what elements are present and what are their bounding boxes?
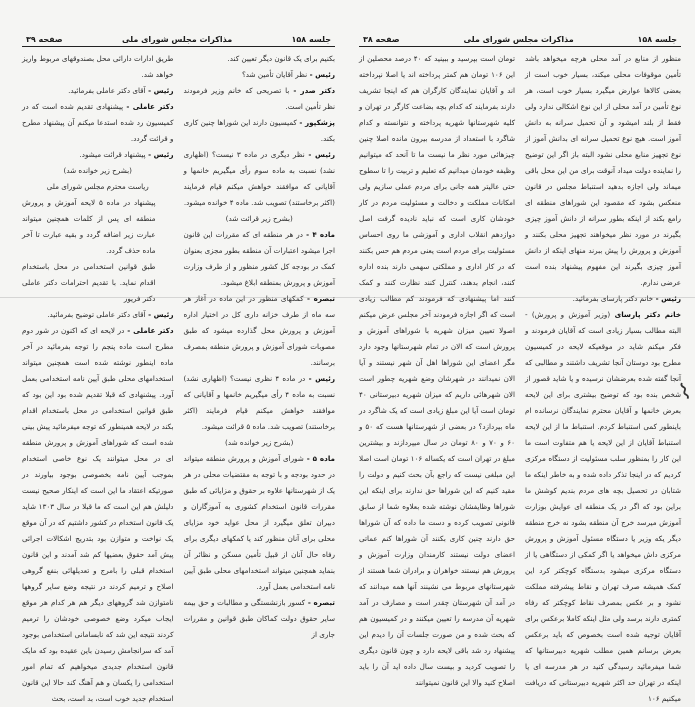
paragraph-text: کمیسیون دارند این شوراها چنین کاری بکند. — [183, 118, 335, 143]
text-paragraph — [359, 51, 515, 691]
speech-paragraph — [184, 371, 336, 435]
speech-paragraph — [184, 67, 336, 83]
speaker-name: رئیس - — [307, 70, 335, 79]
speaker-name: رئیس - — [305, 374, 335, 383]
speaker-name: رئیس - — [145, 86, 174, 95]
paragraph-text: کسور بازنشستگی و مطالبات و حق بیمه سایر حقوق دولت کماکان طبق قوانین و مقررات جاری از — [183, 598, 335, 639]
paragraph-text: تومان است بپرسید و ببینید که ۴۰ درصد محصلین از این ۱۰۶ تومان هم کمتر پرداخته اند یا اصلا نپرداخته اند و آقایان نمایندگان کارگران هم که اینجا تشریف دارند بفرمایند که کدام بچه بضاعت کارگر در تهران و کلیه شهرستانها شهریه پرداخته و نتوانسته و کدام شاگرد با استعداد از مدرسه بیرون مانده اصلا چنین چیزهائی مورد نظر ما نیست ما تا آنحد که میتوانیم وظیفه خودمان میدانیم که تعلیم و تربیت را تا سطوح حتی عالیتر همه جانی برای مردم عملی سازیم ولی امکانات مملکت و دخالت و مسئولیت مردم در کار خودشان کاری است که نباید نادیده گرفت اصل دوازدهم انقلاب اداری و آموزشی ما روی احساس مسئولیت برای مردم است یعنی مردم هم حس بکنند که در کار اداری و مملکتی سهمی دارند بنده اداره کنند، انجام بدهند، کنترل کنند نظارت کنند و کمک کنند اما پیشنهادی که فرمودند کم مطالب زیادی است که اگر اجازه فرمودند آخر مجلس عرض میکنم اصولا تعیین میزان شهریه با شوراهای آموزش و پرورش است که الان در تمام شهرستانها وجود دارد مگر اعضای این شوراها اهل آن شهر نیستند و آیا الان نمیدانند در شهرشان وضع شهریه چطور است الان شهرهائی داریم که میزان شهریه دبیرستانی ۴۰ تومان است آیا این مبلغ زیادی است که یک شاگرد در ماه بپردازد؟ در بعضی از شهرستانها هست که ۵۰ و ۶۰ و ۷۰ و ۸۰ تومان در سال میپردازند و بیشترین مبلغ در تهران است که یکساله ۱۰۶ تومان است اصلا این مبلغی نیست که راجع بآن بحث کنیم و دولت را مقید کنیم که این شوراها حق ندارند برای اینکه این شوراها وظایفشان نوشته شده بعلاوه شما از سابق قانونی تصویب کرده و دست ما داده که آن شوراها حق دارند چنین کاری بکنند آن شوراها کنم عماتی اعضای دولت نیستند کارمندان وزارت آموزش و پرورش هم نیستند خواهران و برادران شما هستند از شهرستانهای مربوط می نشینند آنها همه میدانند که در آمد آن شهرستان چقدر است و مصارف در آمد شهریه آن مدرسه را تعیین میکنند و در کمیسیون هم که بحث شده و من صورت جلسات آن را دیدم این پیشنهاد رد شد باقی لایحه دارد و چون قانون دیگری را تصویب کردید و بیست سال داده اید آن را باید اصلاح کنید والا این قانون نمیتوانند — [359, 54, 516, 687]
paragraph-text: (بشرح زیر خوانده شد) — [225, 438, 294, 447]
speaker-name: رئیس - — [145, 310, 174, 319]
paragraph-text: شورای آموزش و پرورش منطقه میتواند در حدود بودجه و با توجه به مقتضیات محلی در هر یک از شهرستانها علاوه بر حقوق و مزایائی که طبق مقررات قانون استخدام کشوری به آموزگاران و دبیران تعلق میگیرد از محل عواید خود مزایای محلی برای آنان منظور کند یا کمکهای دیگری برای رفاه حال آنان از قبیل تأمین مسکن و نظائر آن بنماید همچنین میتواند استخدامهای محلی طبق آیین نامه استخدامی بعمل آورد. — [183, 454, 335, 591]
paragraph-text: بکنیم برای یک قانون دیگر تعیین کند. — [227, 54, 335, 63]
right-page-header — [359, 30, 681, 47]
page-number: صفحه ۳۸ — [363, 35, 400, 44]
paragraph-text: خانم دکتر پارسای بفرمائید. — [572, 294, 654, 303]
speaker-name: ماده ۴ - — [302, 230, 335, 239]
scan-artifact-line — [0, 297, 695, 298]
speech-paragraph — [184, 595, 336, 643]
text-paragraph — [22, 195, 174, 259]
speech-paragraph — [184, 147, 336, 211]
paragraph-text: با تصریحی که خانم وزیر فرمودند نظر تأمین است. — [183, 86, 335, 111]
speech-paragraph — [22, 307, 174, 323]
speaker-name: دکتر عاملی - — [124, 326, 174, 335]
paragraph-text: در ماده ۴ نظری نیست؟ (اظهاری نشد) نسبت به ماده ۴ رأی میگیریم خانمها و آقایانی که موافقند خواهش میکنم قیام فرمایند (اکثر برخاستند) تصویب شد. ماده ۵ قرائت میشود. — [183, 374, 335, 431]
text-paragraph — [22, 179, 174, 195]
speech-paragraph — [22, 99, 174, 147]
paragraph-text: پیشنهاد قرائت میشود. — [79, 150, 146, 159]
paragraph-text: (بشرح زیر خوانده شد) — [63, 166, 132, 175]
left-page-right-column — [184, 51, 336, 707]
publication-title: مذاکرات مجلس شورای ملی — [121, 35, 233, 44]
paragraph-text: پیشنهادی تقدیم شده است که در کمیسیون رد شده استدعا میکنم آن پیشنهاد مطرح و قرائت گردد. — [22, 102, 174, 143]
speaker-name: پزشکپور - — [296, 118, 336, 127]
speech-paragraph — [525, 307, 681, 707]
paragraph-text: پیشنهاد در ماده ۵ لایحه آموزش و پرورش منطقه ای پس از کلمات همچنین میتواند عبارت زیر اضافه گردد و بقیه عبارت تا آخر ماده حذف گردد. — [22, 198, 156, 255]
speech-paragraph — [184, 115, 336, 147]
speaker-name: رئیس - — [653, 294, 681, 303]
speaker-name: رئیس - — [304, 150, 335, 159]
speaker-name: رئیس - — [145, 150, 174, 159]
paragraph-text: طبق قوانین استخدامی در محل باستخدام اقدام نماید. با تقدیم احترامات دکتر عاملی دکتر فریور — [22, 262, 156, 303]
paragraph-text: ریاست محترم مجلس شورای ملی — [46, 182, 149, 191]
speaker-name: ماده ۵ - — [303, 454, 335, 463]
handwritten-margin-mark: ⌇ — [676, 378, 695, 407]
paragraph-text: آقای دکتر عاملی توضیح بفرمائید. — [47, 310, 146, 319]
session-number: جلسه ۱۵۸ — [291, 35, 331, 44]
speech-paragraph — [22, 83, 174, 99]
right-page — [345, 0, 695, 703]
publication-title: مذاکرات مجلس شورای ملی — [463, 35, 574, 44]
paragraph-text: طریق ادارات دارائی محل بصندوقهای مربوط واریز خواهد شد. — [22, 54, 174, 79]
speaker-name: دکتر عاملی - — [123, 102, 174, 111]
speech-paragraph — [184, 227, 336, 291]
paragraph-text: منظور از منابع در آمد محلی هرچه میخواهد باشد تأمین موقوفات محلی میکند، بسیار خوب است از بعضی کالاها عوارض میگیرد بسیار خوب است، هر نوع تأمین در آمد محلی از این نوع اشکالی ندارد ولی فقط از بلند امیشود و آن تحمیل سرانه به دانش آموز است. هیچ نوع تحمیل سرانه ای بدانش آموز از نوع تجهیز منابع محلی نشود البته باز اگر این توضیح را نماینده دولت میداد آنوقت برای من این محل باقی میماند ولی اجازه بدهید استنباط مجلس در قانون منعکس بشود که مقصود این شوراهای منطقه ای رامع بکند از اینکه بطور سرانه از دانش آموز چیزی بگیرند در مورد نظر میخواهند تجهیز محلی بکنند و آموزش و پرورش را پیش ببرند منهای اینکه از دانش آموز چیزی بگیرند این مفهوم پیشنهاد بنده است عرضی ندارم. — [525, 54, 681, 287]
text-paragraph — [184, 211, 336, 227]
speaker-name: خانم دکتر پارسای — [610, 310, 681, 319]
speech-paragraph — [184, 291, 336, 371]
left-page-header — [22, 30, 335, 47]
speech-paragraph — [525, 291, 681, 307]
paragraph-text: نظر آقایان تأمین شد؟ — [241, 70, 308, 79]
right-page-right-column — [525, 51, 681, 707]
text-paragraph — [22, 163, 174, 179]
text-paragraph — [184, 435, 336, 451]
right-page-left-column — [359, 51, 515, 707]
paragraph-text: (بشرح زیر قرائت شد) — [225, 214, 293, 223]
speaker-name: دکتر صدر - — [289, 86, 336, 95]
paragraph-text: کمکهای منظور در این ماده در آغاز هر سه ماه از طرف خزانه داری کل در اختیار اداره آموزش و پرورش محل گذارده میشود که طبق مصوبات شورای آموزش و پرورش منطقه بمصرف برسانند. — [183, 294, 335, 367]
speaker-name: تبصره - — [305, 598, 335, 607]
speech-paragraph — [184, 83, 336, 115]
paragraph-text: آقای دکتر عاملی بفرمائید. — [68, 86, 146, 95]
text-paragraph — [184, 51, 336, 67]
paragraph-text: نظر دیگری در ماده ۳ نیست؟ (اظهاری نشد) نسبت به ماده سوم رأی میگیریم خانمها و آقایانی که موافقند خواهش میکنم قیام فرمایند (اکثر برخاستند) تصویب شد. ماده ۴ خوانده میشود. — [183, 150, 335, 207]
paragraph-text: (وزیر آموزش و پرورش) - البته مطالب بسیار زیادی است که آقایان فرمودند و فکر میکنم شاید در موقعیکه لایحه در کمیسیون مطرح بود دوستان آنجا تشریف داشتند و مطالبی که آنجا گفته شده بعرضشان نرسیده و یا شاید قصور از شخص بنده بود که توضیح بیشتری برای این لایحه بعرض خانمها و آقایان محترم نمایندگان نرسانده ام باینطور کمی استنباط کردم. استنباط ما از این لایحه استنباط آقایان از این لایحه یا هم متفاوت است ما این کار را بمنظور سلب مسئولیت از دستگاه مرکزی کردیم که در اینجا تذکر داده شده و به خاطر اینکه ما شتابان در تحصیل بچه های مردم بندیم کوشش ما براین بود که اگر در یک منطقه ای عوایش بوزارت آموزش میرسد خرج آن منطقه بشود نه خرج منطقه دیگر یکه وزیر یا دستگاه مسئول آموزش و پرورش مرکزی داش میخواهد یا اگر کمکی از دستگاهی یا از دستگاه مرکزی میشود بدستگاه کوچکتر کرد این کمک همیشه صرف تهران و نقاط پیشرفته مملکت نشود و بر عکس بمصرف نقاط کوچکتر که رفاه کمتری دارند برسد ولی مثل اینکه کاملا برعکس برای آقایان توجیه شده است بخصوص که باید برعکس بعرض برسانم همین مطلب شهریه دبیرستانها که شما میفرمائید رسیدگی کنید در هر مدرسه ای یا اینکه در تهران حد اکثر شهریه دبیرستانی که دریافت میکنیم ۱۰۶ — [525, 310, 681, 703]
paragraph-text: در هر منطقه ای که مقررات این قانون اجرا میشود اعتبارات آن منطقه بطور مجزی بعنوان کمک در بودجه کل کشور منظور و از طرف وزارت آموزش و پرورش بمنطقه ابلاغ میشود. — [183, 230, 335, 287]
speech-paragraph — [22, 147, 174, 163]
text-paragraph — [22, 51, 174, 83]
speaker-name: تبصره - — [303, 294, 336, 303]
page-number: صفحه ۳۹ — [26, 35, 63, 44]
left-page-left-column — [22, 51, 174, 707]
left-page — [0, 0, 345, 703]
speech-paragraph — [22, 323, 174, 707]
session-number: جلسه ۱۵۸ — [637, 35, 677, 44]
text-paragraph — [525, 51, 681, 291]
text-paragraph — [22, 259, 174, 307]
speech-paragraph — [184, 451, 336, 595]
paragraph-text: در لایحه ای که اکنون در شور دوم مطرح است ماده پنجم را توجه بفرمائید در آخر ماده اینطور نوشته شده است همچنین میتواند استخدامهای محلی طبق آیین نامه استخدامی بعمل آورد. پیشنهادی که قبلا تقدیم شده بود این بود که طبق قوانین استخدامی در محل باستخدام اقدام بکند در لایحه همینطور که توجه میفرمائید پیش بینی شده است که شوراهای آموزش و پرورش منطقه ای در محل میتوانند یک نوع خاصی استخدام بموجب آیین نامه بخصوصی بوجود بیاورند در صورتیکه اعتقاد ما این است که اینکار صحیح نیست دلیلش هم این است که ما قبلا در سال ۱۳۰۳ شاید یک قانون استخدام در کشور داشتیم که در آن موقع یک نواخت و متوازن بود بتدریج اشکالات اجرائی پیش آمد حقوق بعضیها کم شد آمدند و این قانون استخدام قبلی را بامرج و تعدیلهائی بنفع گروهی اصلاح و ترمیم کردند در نتیجه وضع سایر گروهها نامتوازن شد گروههای دیگر هم هر کدام هر موقع ایجاب میکرد وضع خصوصی خودشان را ترمیم کردند نتیجه این شد که نابسامانی استخدامی بوجود آمد که سرانجامش رسیدن باین عقیده بود که مایک قانون استخدام جدیدی میخواهیم که تمام امور استخدامی را یکسان و هم آهنگ کند حالا این قانون استخدام جدید خوب است، بد است، بحث — [22, 326, 174, 703]
